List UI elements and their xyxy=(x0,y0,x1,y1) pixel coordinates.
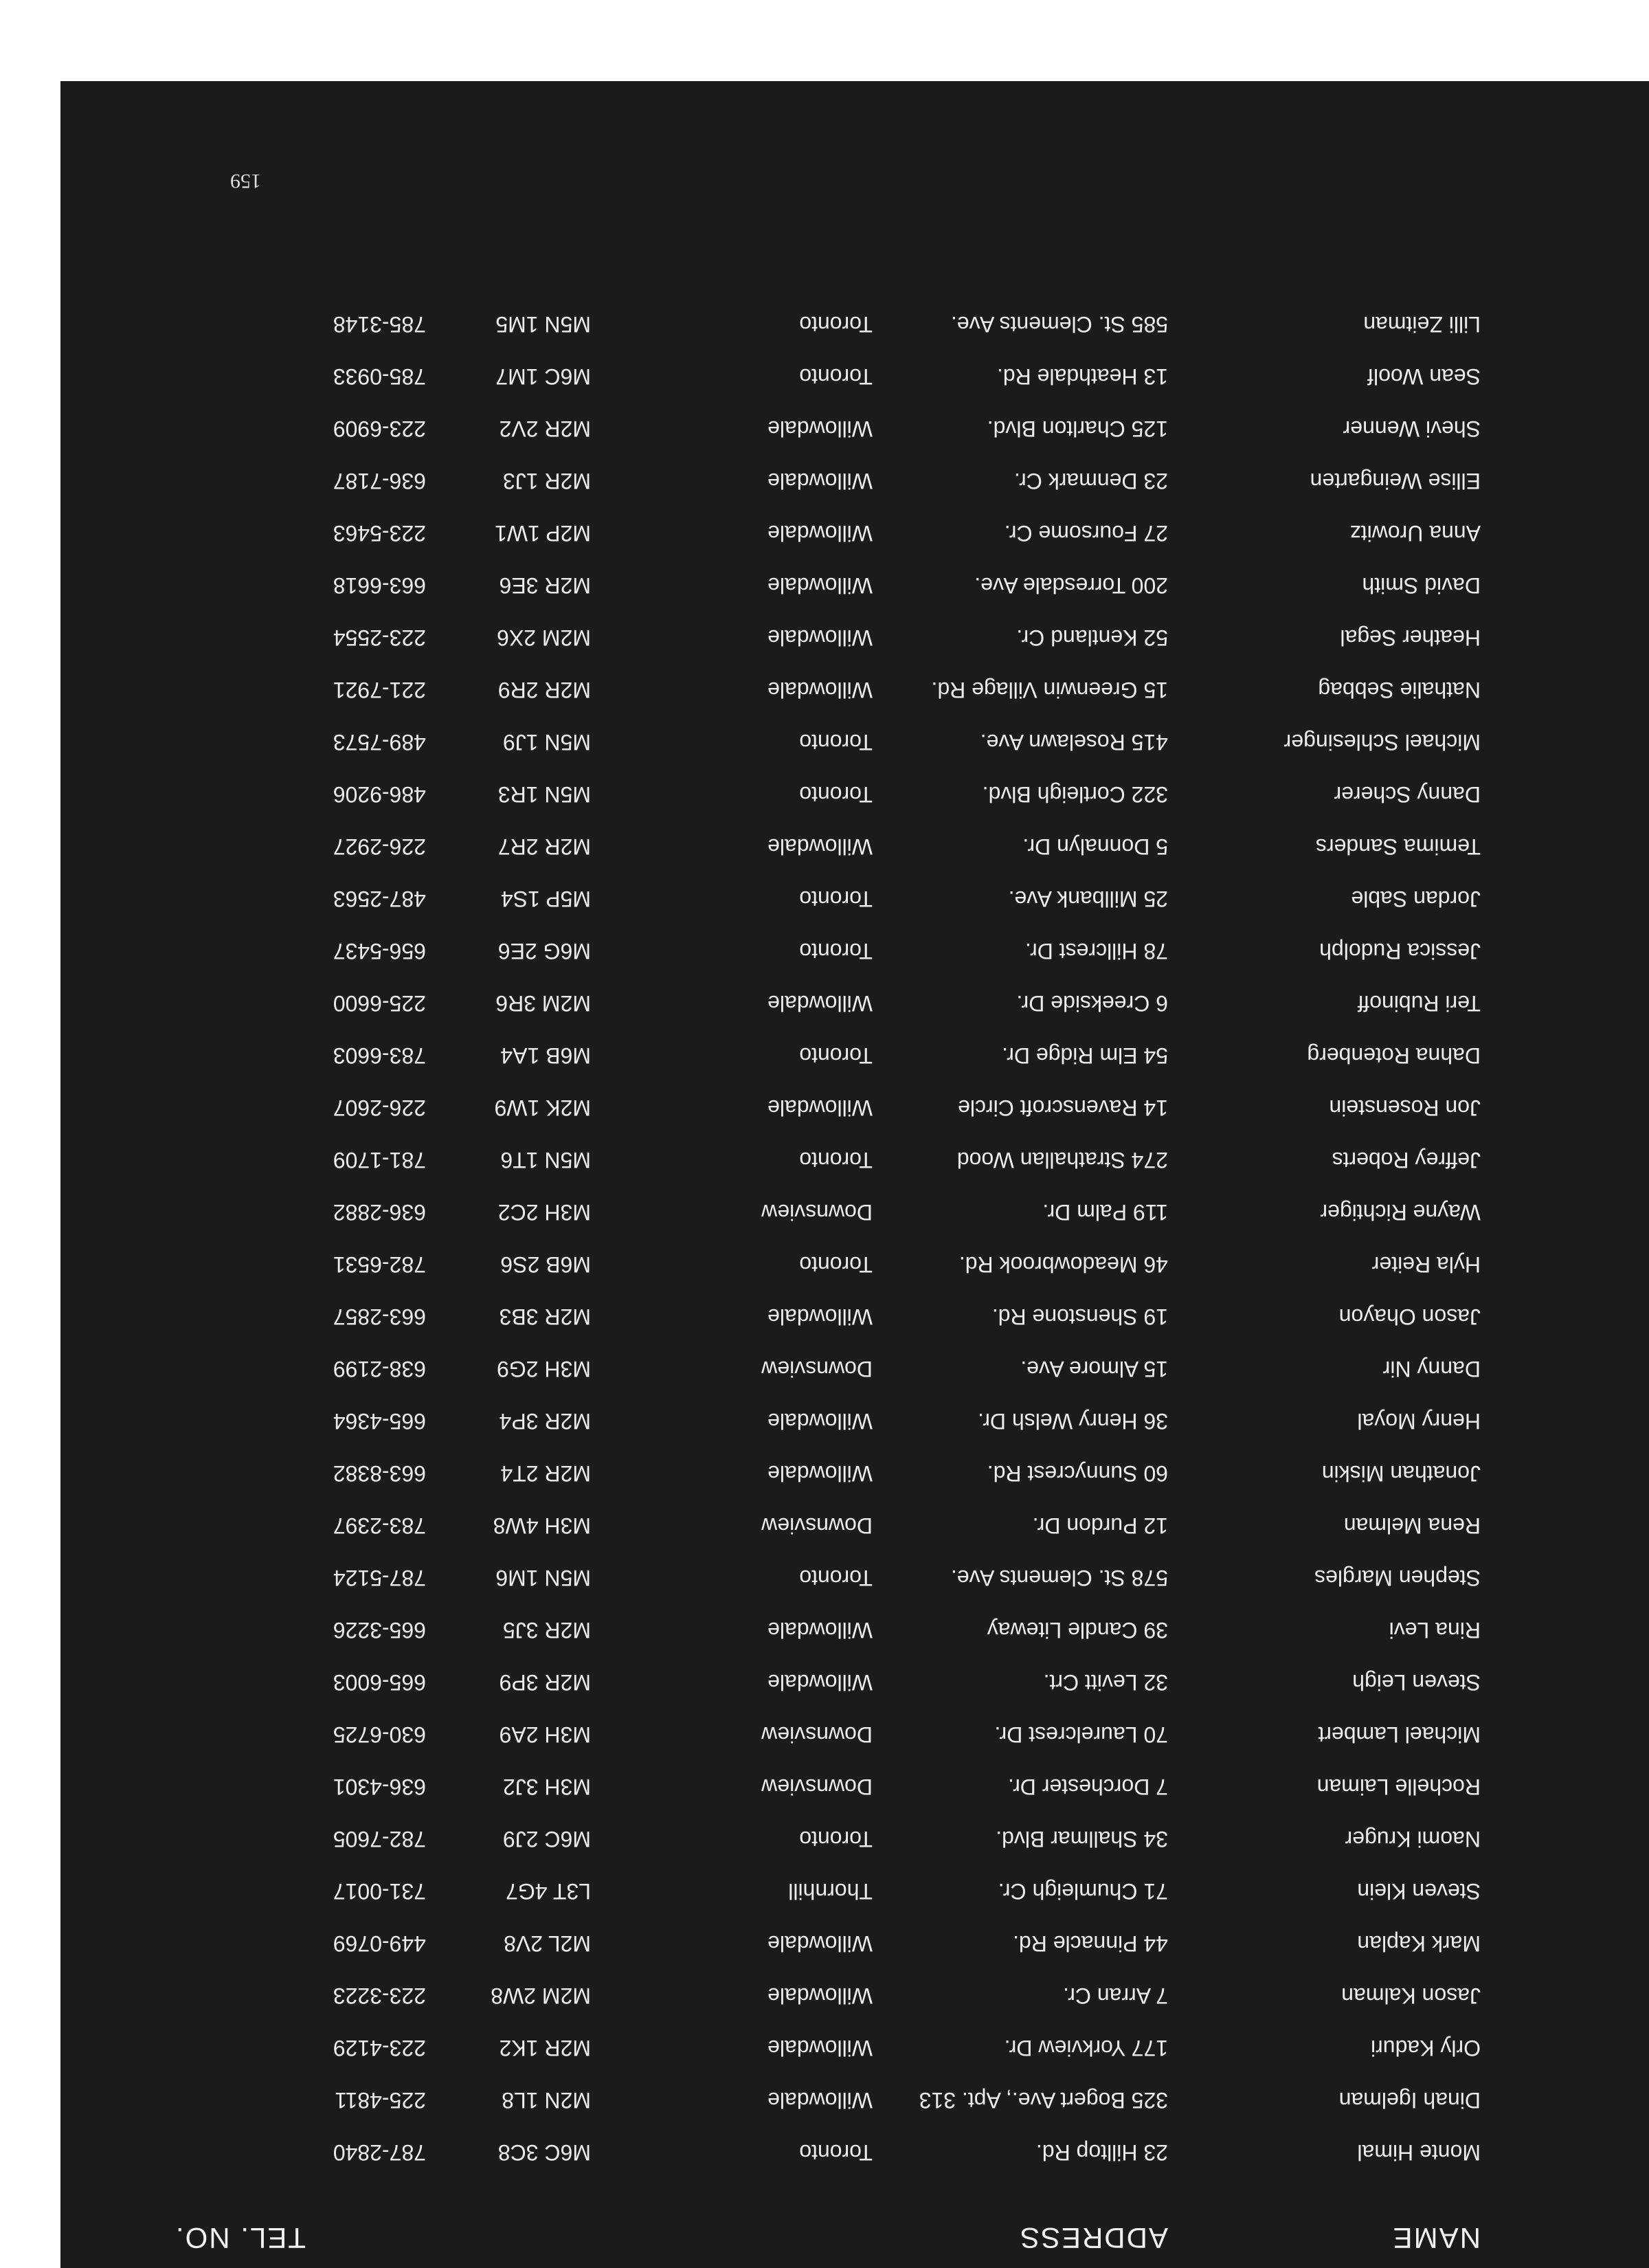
table-row xyxy=(60,911,1649,964)
table-row xyxy=(60,2060,1649,2113)
row-name: Jonathan Miskin xyxy=(1321,1461,1481,1486)
table-row xyxy=(60,1643,1649,1695)
row-name: David Smith xyxy=(1362,573,1481,598)
table-row xyxy=(60,389,1649,441)
row-city: Willowdale xyxy=(767,573,873,598)
row-address: 52 Kentland Cr. xyxy=(1016,625,1168,650)
row-postal-code: M5N 1T6 xyxy=(500,1148,591,1172)
row-city: Toronto xyxy=(799,2140,873,2165)
table-row xyxy=(60,1381,1649,1434)
row-address: 14 Ravenscroft Circle xyxy=(958,1096,1168,1120)
row-phone: 663-6618 xyxy=(333,573,426,598)
row-postal-code: M2R 2V2 xyxy=(499,416,591,441)
row-city: Willowdale xyxy=(767,1670,873,1695)
row-city: Toronto xyxy=(799,730,873,755)
row-address: 325 Bogert Ave., Apt. 313 xyxy=(919,2088,1168,2113)
row-address: 34 Shallmar Blvd. xyxy=(996,1827,1168,1852)
row-name: Jon Rosenstein xyxy=(1329,1096,1481,1120)
row-address: 6 Creekside Dr. xyxy=(1016,991,1168,1016)
row-name: Temima Sanders xyxy=(1315,834,1481,859)
row-address: 5 Donnalyn Dr. xyxy=(1022,834,1168,859)
table-row xyxy=(60,755,1649,807)
row-city: Downsview xyxy=(761,1200,873,1225)
row-phone: 630-6725 xyxy=(333,1722,426,1747)
row-city: Willowdale xyxy=(767,678,873,702)
row-postal-code: M2R 3J5 xyxy=(502,1618,591,1643)
row-city: Willowdale xyxy=(767,991,873,1016)
table-row xyxy=(60,546,1649,598)
table-row xyxy=(60,1799,1649,1852)
row-phone: 221-7921 xyxy=(333,678,426,702)
row-address: 585 St. Clements Ave. xyxy=(950,312,1168,337)
row-phone: 225-4811 xyxy=(335,2088,426,2113)
table-row xyxy=(60,807,1649,859)
row-postal-code: M6C 2J9 xyxy=(502,1827,591,1852)
row-city: Toronto xyxy=(799,782,873,807)
row-name: Henry Moyal xyxy=(1357,1409,1481,1434)
table-row xyxy=(60,1486,1649,1538)
row-postal-code: M2R 2R7 xyxy=(497,834,591,859)
table-row xyxy=(60,2008,1649,2060)
row-name: Dahna Rotenberg xyxy=(1307,1043,1481,1068)
row-city: Toronto xyxy=(799,1566,873,1590)
row-city: Willowdale xyxy=(767,1304,873,1329)
row-city: Willowdale xyxy=(767,1618,873,1643)
row-name: Jessica Rudolph xyxy=(1319,939,1481,964)
row-name: Monte Himal xyxy=(1357,2140,1481,2165)
row-address: 15 Almore Ave. xyxy=(1020,1357,1168,1381)
row-address: 119 Palm Dr. xyxy=(1042,1200,1168,1225)
row-phone: 487-2563 xyxy=(333,887,426,911)
row-name: Jason Ohayon xyxy=(1338,1304,1481,1329)
row-postal-code: M3H 2G9 xyxy=(497,1357,591,1381)
row-city: Thornhill xyxy=(788,1879,873,1904)
table-row xyxy=(60,859,1649,911)
row-city: Toronto xyxy=(799,887,873,911)
row-address: 44 Pinnacle Rd. xyxy=(1013,1931,1168,1956)
row-city: Toronto xyxy=(799,1043,873,1068)
row-name: Lilli Zeitman xyxy=(1363,312,1481,337)
row-postal-code: M5N 1M6 xyxy=(495,1566,591,1590)
row-city: Toronto xyxy=(799,1252,873,1277)
row-phone: 787-2840 xyxy=(333,2140,426,2165)
row-city: Willowdale xyxy=(767,521,873,546)
page-number: 159 xyxy=(230,170,261,192)
row-postal-code: M2R 2T4 xyxy=(500,1461,591,1486)
row-postal-code: M2R 1K2 xyxy=(499,2036,591,2060)
row-city: Willowdale xyxy=(767,469,873,493)
row-address: 23 Hilltop Rd. xyxy=(1035,2140,1168,2165)
row-name: Orly Kaduri xyxy=(1370,2036,1481,2060)
row-postal-code: M2K 1W9 xyxy=(494,1096,591,1120)
table-row xyxy=(60,337,1649,389)
row-postal-code: M3H 3J2 xyxy=(502,1775,591,1799)
row-city: Toronto xyxy=(799,312,873,337)
row-phone: 223-5463 xyxy=(333,521,426,546)
row-city: Downsview xyxy=(761,1357,873,1381)
row-phone: 783-6603 xyxy=(333,1043,426,1068)
row-city: Toronto xyxy=(799,364,873,389)
row-postal-code: M2R 3E6 xyxy=(499,573,591,598)
row-city: Downsview xyxy=(761,1722,873,1747)
table-row xyxy=(60,1538,1649,1590)
row-city: Willowdale xyxy=(767,2088,873,2113)
row-name: Jason Kalman xyxy=(1341,1983,1481,2008)
row-phone: 665-3226 xyxy=(333,1618,426,1643)
rotated-directory-content xyxy=(60,81,1649,2268)
row-phone: 785-0933 xyxy=(333,364,426,389)
row-phone: 223-4129 xyxy=(333,2036,426,2060)
row-name: Ellise Weingarten xyxy=(1310,469,1481,493)
row-address: 71 Chumleigh Cr. xyxy=(998,1879,1168,1904)
row-postal-code: M2L 2V8 xyxy=(504,1931,591,1956)
row-city: Willowdale xyxy=(767,1461,873,1486)
table-row xyxy=(60,650,1649,702)
row-phone: 783-2397 xyxy=(333,1513,426,1538)
row-phone: 665-4364 xyxy=(333,1409,426,1434)
row-address: 274 Strathallan Wood xyxy=(956,1148,1168,1172)
table-row xyxy=(60,1747,1649,1799)
row-postal-code: M2R 3P4 xyxy=(499,1409,591,1434)
header-name: NAME xyxy=(1391,2222,1481,2254)
row-postal-code: M2M 2W8 xyxy=(491,1983,591,2008)
table-row xyxy=(60,441,1649,493)
row-name: Jeffrey Roberts xyxy=(1332,1148,1481,1172)
row-name: Rochelle Laiman xyxy=(1316,1775,1481,1799)
row-city: Willowdale xyxy=(767,1096,873,1120)
row-address: 322 Cortleigh Blvd. xyxy=(982,782,1168,807)
row-address: 36 Henry Welsh Dr. xyxy=(978,1409,1168,1434)
row-address: 12 Purdon Dr. xyxy=(1032,1513,1168,1538)
row-name: Michael Schlesinger xyxy=(1283,730,1481,755)
row-city: Toronto xyxy=(799,1827,873,1852)
table-row xyxy=(60,1329,1649,1381)
table-row xyxy=(60,1904,1649,1956)
row-address: 46 Meadowbrook Rd. xyxy=(958,1252,1168,1277)
row-address: 200 Torresdale Ave. xyxy=(974,573,1168,598)
header-address: ADDRESS xyxy=(1018,2222,1168,2254)
row-name: Shevi Wenner xyxy=(1343,416,1481,441)
row-name: Teri Rubinoff xyxy=(1357,991,1481,1016)
row-postal-code: M5P 1S4 xyxy=(500,887,591,911)
row-phone: 636-7187 xyxy=(333,469,426,493)
table-row xyxy=(60,1852,1649,1904)
row-postal-code: M6G 2E6 xyxy=(497,939,591,964)
row-address: 39 Candle Liteway xyxy=(987,1618,1168,1643)
row-address: 7 Arran Cr. xyxy=(1063,1983,1168,2008)
row-address: 25 Millbank Ave. xyxy=(1008,887,1168,911)
row-phone: 656-5437 xyxy=(333,939,426,964)
table-row xyxy=(60,1695,1649,1747)
row-phone: 225-6600 xyxy=(333,991,426,1016)
row-phone: 663-2857 xyxy=(333,1304,426,1329)
row-address: 78 Hillcrest Dr. xyxy=(1024,939,1168,964)
row-phone: 782-6531 xyxy=(333,1252,426,1277)
row-city: Willowdale xyxy=(767,834,873,859)
table-row xyxy=(60,1434,1649,1486)
table-row xyxy=(60,493,1649,546)
row-postal-code: M2P 1W1 xyxy=(495,521,591,546)
row-postal-code: M2R 3P9 xyxy=(499,1670,591,1695)
header-tel: TEL. NO. xyxy=(174,2222,306,2254)
row-name: Rena Melman xyxy=(1343,1513,1481,1538)
table-row xyxy=(60,1172,1649,1225)
row-postal-code: M6C 3C8 xyxy=(497,2140,591,2165)
row-phone: 486-9206 xyxy=(333,782,426,807)
table-row xyxy=(60,1016,1649,1068)
row-phone: 781-1709 xyxy=(333,1148,426,1172)
table-row xyxy=(60,285,1649,337)
table-row xyxy=(60,1590,1649,1643)
row-phone: 636-2882 xyxy=(333,1200,426,1225)
row-name: Danny Scherer xyxy=(1334,782,1481,807)
row-postal-code: M2R 3B3 xyxy=(499,1304,591,1329)
row-address: 125 Charlton Blvd. xyxy=(987,416,1168,441)
row-postal-code: M3H 2A9 xyxy=(499,1722,591,1747)
table-header xyxy=(60,2213,1649,2254)
row-postal-code: M2R 1J3 xyxy=(502,469,591,493)
row-postal-code: M5N 1R3 xyxy=(497,782,591,807)
row-phone: 638-2199 xyxy=(333,1357,426,1381)
row-city: Downsview xyxy=(761,1775,873,1799)
row-address: 23 Denmark Cr. xyxy=(1013,469,1168,493)
row-name: Sean Woolf xyxy=(1367,364,1481,389)
row-phone: 223-3223 xyxy=(333,1983,426,2008)
row-postal-code: M2N 1L8 xyxy=(502,2088,591,2113)
row-phone: 731-0017 xyxy=(333,1879,426,1904)
row-postal-code: M6B 1A4 xyxy=(500,1043,591,1068)
row-phone: 782-7605 xyxy=(333,1827,426,1852)
row-postal-code: M6C 1M7 xyxy=(495,364,591,389)
row-name: Heather Segal xyxy=(1340,625,1481,650)
table-row xyxy=(60,1225,1649,1277)
table-row xyxy=(60,964,1649,1016)
row-city: Willowdale xyxy=(767,625,873,650)
table-row xyxy=(60,598,1649,650)
row-postal-code: M2R 2R9 xyxy=(497,678,591,702)
row-address: 32 Levitt Crt. xyxy=(1043,1670,1168,1695)
row-name: Dinah Igelman xyxy=(1338,2088,1481,2113)
row-postal-code: M3H 2C2 xyxy=(497,1200,591,1225)
row-name: Nathalie Sebbag xyxy=(1318,678,1481,702)
row-city: Willowdale xyxy=(767,416,873,441)
row-city: Willowdale xyxy=(767,1983,873,2008)
row-postal-code: M3H 4W8 xyxy=(493,1513,591,1538)
row-address: 27 Foursome Cr. xyxy=(1004,521,1168,546)
row-address: 70 Laurelcrest Dr. xyxy=(994,1722,1168,1747)
row-phone: 223-2554 xyxy=(333,625,426,650)
row-address: 54 Elm Ridge Dr. xyxy=(1002,1043,1168,1068)
row-address: 7 Dorchester Dr. xyxy=(1008,1775,1168,1799)
row-city: Willowdale xyxy=(767,2036,873,2060)
table-row xyxy=(60,2113,1649,2165)
row-city: Downsview xyxy=(761,1513,873,1538)
row-phone: 663-8382 xyxy=(333,1461,426,1486)
row-phone: 665-6003 xyxy=(333,1670,426,1695)
row-phone: 223-6909 xyxy=(333,416,426,441)
row-phone: 787-5124 xyxy=(333,1566,426,1590)
scanned-page xyxy=(60,81,1649,2268)
row-city: Toronto xyxy=(799,939,873,964)
row-phone: 226-2607 xyxy=(333,1096,426,1120)
row-address: 415 Roselawn Ave. xyxy=(980,730,1168,755)
row-postal-code: M2M 3R6 xyxy=(495,991,591,1016)
row-address: 177 Yorkview Dr. xyxy=(1004,2036,1168,2060)
table-row xyxy=(60,1120,1649,1172)
row-name: Michael Lambert xyxy=(1318,1722,1481,1747)
row-phone: 785-3148 xyxy=(333,312,426,337)
row-city: Toronto xyxy=(799,1148,873,1172)
row-phone: 636-4301 xyxy=(333,1775,426,1799)
row-name: Wayne Richtiger xyxy=(1320,1200,1481,1225)
row-address: 578 St. Clements Ave. xyxy=(950,1566,1168,1590)
row-name: Hyla Reiter xyxy=(1371,1252,1481,1277)
row-postal-code: M5N 1M5 xyxy=(495,312,591,337)
row-address: 60 Sunnycrest Rd. xyxy=(987,1461,1168,1486)
row-address: 19 Shenstone Rd. xyxy=(991,1304,1168,1329)
row-postal-code: M5N 1J9 xyxy=(502,730,591,755)
row-postal-code: M2M 2X6 xyxy=(497,625,591,650)
row-name: Steven Klein xyxy=(1357,1879,1481,1904)
row-name: Jordan Sable xyxy=(1351,887,1481,911)
row-name: Stephen Margles xyxy=(1314,1566,1481,1590)
row-name: Rina Levi xyxy=(1389,1618,1481,1643)
table-row xyxy=(60,1956,1649,2008)
row-address: 15 Greenwin Village Rd. xyxy=(931,678,1168,702)
row-name: Naomi Kruger xyxy=(1345,1827,1481,1852)
table-row xyxy=(60,1068,1649,1120)
row-phone: 489-7573 xyxy=(333,730,426,755)
row-name: Anna Urowitz xyxy=(1349,521,1481,546)
row-name: Mark Kaplan xyxy=(1357,1931,1481,1956)
row-postal-code: L3T 4G7 xyxy=(506,1879,591,1904)
row-phone: 226-2927 xyxy=(333,834,426,859)
table-row xyxy=(60,1277,1649,1329)
row-phone: 449-0769 xyxy=(333,1931,426,1956)
row-city: Willowdale xyxy=(767,1931,873,1956)
row-address: 13 Heathdale Rd. xyxy=(996,364,1168,389)
row-postal-code: M6B 2S6 xyxy=(500,1252,591,1277)
table-row xyxy=(60,702,1649,755)
directory-list xyxy=(60,285,1649,2165)
row-name: Danny Nir xyxy=(1382,1357,1481,1381)
row-city: Willowdale xyxy=(767,1409,873,1434)
row-name: Steven Leigh xyxy=(1352,1670,1481,1695)
